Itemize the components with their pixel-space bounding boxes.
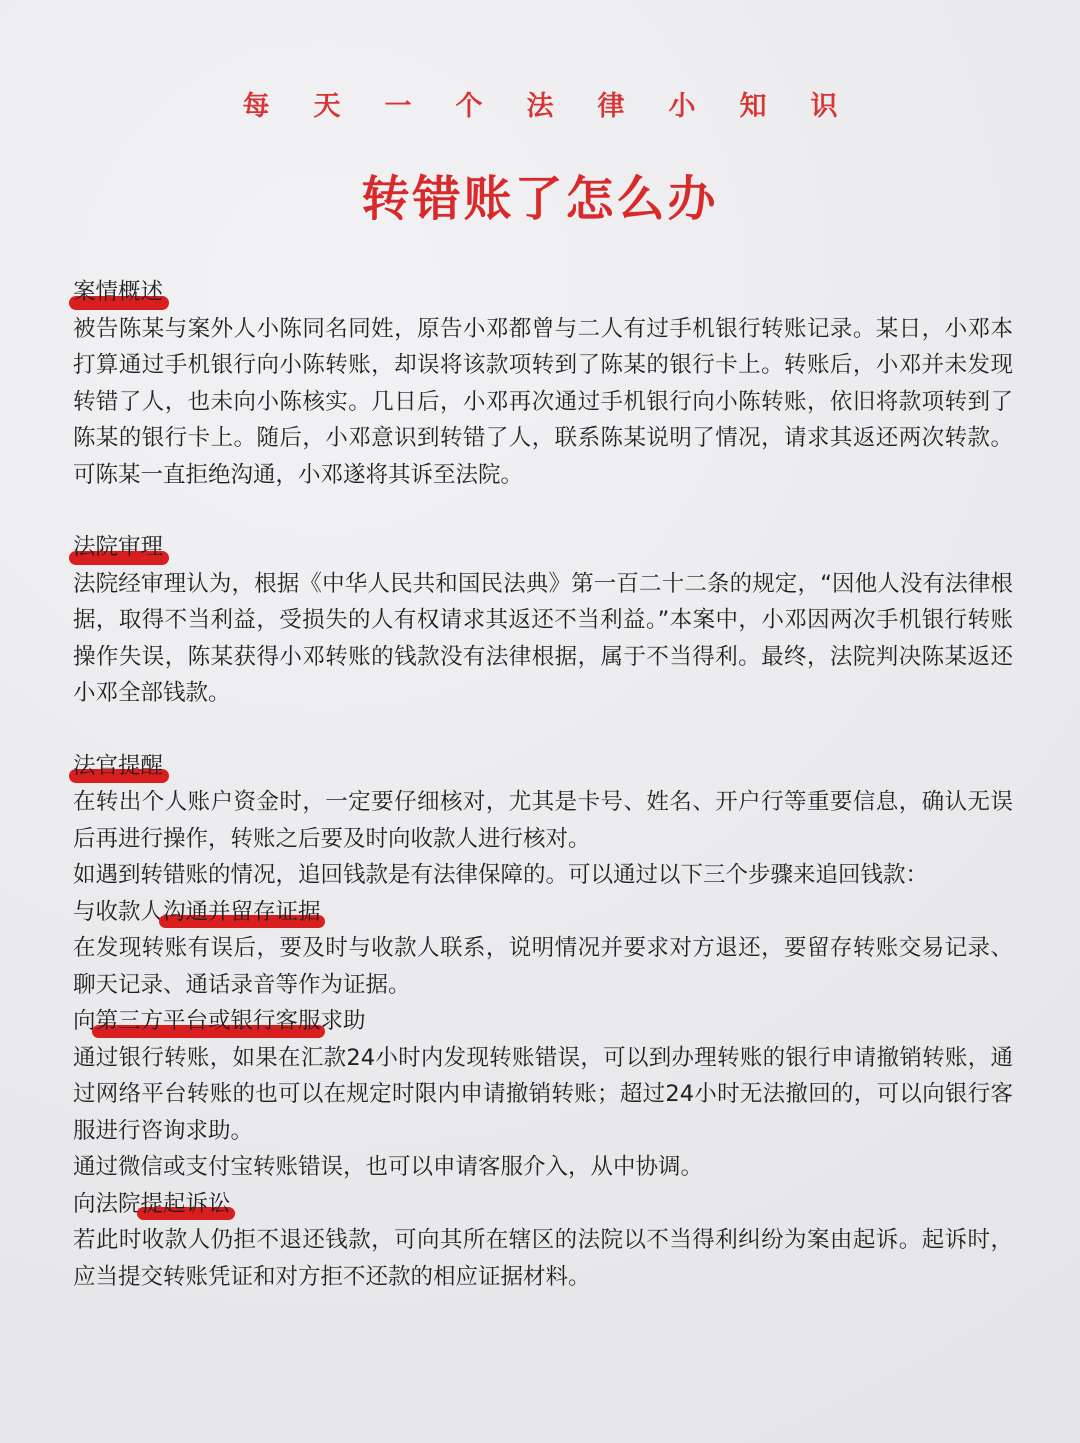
step-heading-communicate — [73, 894, 1013, 931]
section-case-summary — [73, 274, 1013, 493]
step-prefix: 向法院 — [73, 1190, 141, 1217]
section-heading-court-ruling: 法院审理 — [73, 529, 163, 566]
section-heading-case-summary: 案情概述 — [73, 274, 163, 311]
case-summary-paragraph: 被告陈某与案外人小陈同名同姓，原告小邓都曾与二人有过手机银行转账记录。某日，小邓本打算通过手机银行向小陈转账，却误将该款项转到了陈某的银行卡上。转账后，小邓并未发现转错了人，也未向小陈核实。几日后，小邓再次通过手机银行向小陈转账，依旧将款项转到了陈某的银行卡上。随后，小邓意识到转错了人，联系陈某说明了情况，请求其返还两次转款。可陈某一直拒绝沟通，小邓遂将其诉至法院。 — [73, 315, 1013, 488]
article-body — [73, 274, 1013, 1295]
page-title: 转错账了怎么办 — [361, 171, 719, 227]
step-heading-platform-help — [73, 1003, 1013, 1040]
step-highlight: 沟通并留存证据 — [163, 894, 321, 931]
section-judge-reminder — [73, 748, 1013, 1296]
section-heading-judge-reminder: 法官提醒 — [73, 748, 163, 785]
court-ruling-paragraph: 法院经审理认为，根据《中华人民共和国民法典》第一百二十二条的规定，“因他人没有法律根据，取得不当利益，受损失的人有权请求其返还不当利益。”本案中，小邓因两次手机银行转账操作失误，陈某获得小邓转账的钱款没有法律根据，属于不当得利。最终，法院判决陈某返还小邓全部钱款。 — [73, 570, 1013, 706]
step-suffix: 求助 — [320, 1008, 366, 1034]
step-prefix: 向 — [73, 1008, 96, 1034]
step-highlight: 第三方平台或银行客服 — [96, 1003, 321, 1040]
reminder-steps-intro: 如遇到转错账的情况，追回钱款是有法律保障的。可以通过以下三个步骤来追回钱款： — [73, 862, 929, 888]
step-highlight: 提起诉讼 — [141, 1186, 231, 1223]
step-paragraph-communicate: 在发现转账有误后，要及时与收款人联系，说明情况并要求对方退还，要留存转账交易记录、聊天记录、通话录音等作为证据。 — [73, 935, 1013, 998]
step-paragraph-lawsuit: 若此时收款人仍拒不退还钱款，可向其所在辖区的法院以不当得利纠纷为案由起诉。起诉时，应当提交转账凭证和对方拒不还款的相应证据材料。 — [73, 1227, 1013, 1290]
step-heading-lawsuit — [73, 1186, 1013, 1223]
series-kicker: 每天一个法律小知识 — [242, 91, 882, 122]
step-paragraph-wechat-alipay: 通过微信或支付宝转账错误，也可以申请客服介入，从中协调。 — [73, 1154, 704, 1180]
step-prefix: 与收款人 — [73, 898, 164, 925]
section-court-ruling — [73, 529, 1013, 712]
reminder-paragraph: 在转出个人账户资金时，一定要仔细核对，尤其是卡号、姓名、开户行等重要信息，确认无误后再进行操作，转账之后要及时向收款人进行核对。 — [73, 789, 1013, 852]
step-paragraph-bank-transfer: 通过银行转账，如果在汇款24小时内发现转账错误，可以到办理转账的银行申请撤销转账，通过网络平台转账的也可以在规定时限内申请撤销转账；超过24小时无法撤回的，可以向银行客服进行咨询求助。 — [73, 1044, 1013, 1144]
